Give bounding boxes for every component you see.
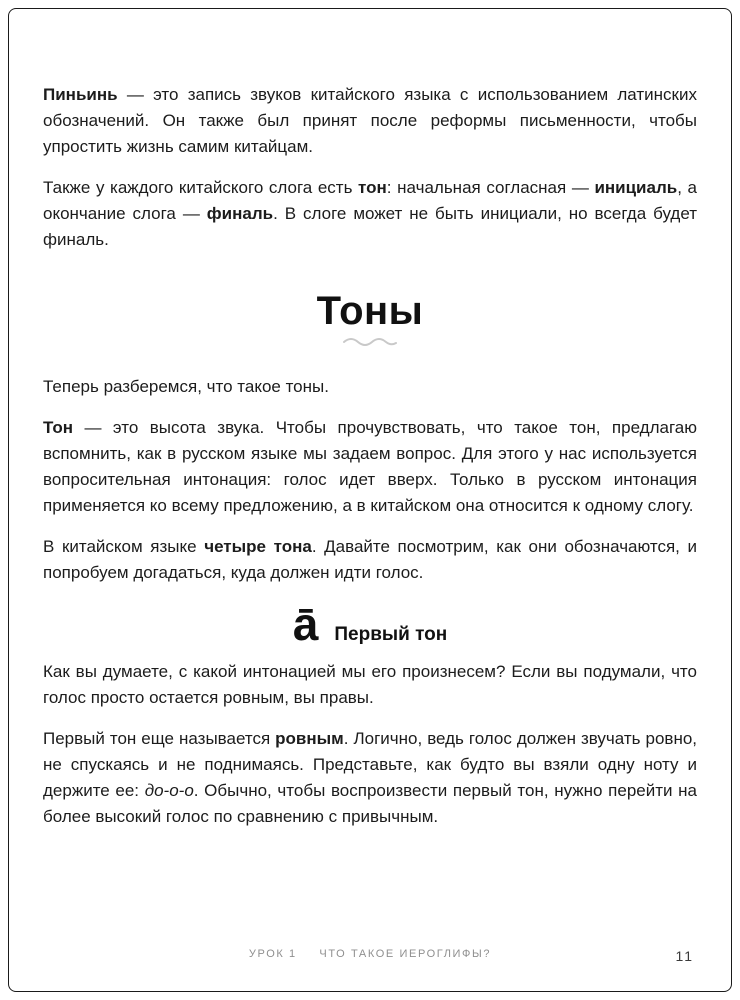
paragraph-tone-definition: Тон — это высота звука. Чтобы прочувствовать, что такое тон, предлагаю вспомнить, как в русском языке мы задаем вопрос. Для этого у нас используется вопросительная интонация: голос идет вверх. Только в русском интонация применяется ко всему предложению, а в китайском она относится к одному слогу. (43, 418, 697, 515)
footer-chapter-title: ЧТО ТАКОЕ ИЕРОГЛИФЫ? (319, 948, 492, 960)
paragraph-pinyin: Пиньинь — это запись звуков китайского языка с использованием латинских обозначений. Он также был принят после реформы письменности, чтобы упростить жизнь самим китайцам. (43, 85, 697, 156)
paragraph-even-tone: Первый тон еще называется ровным. Логично, ведь голос должен звучать ровно, не спускаясь и не поднимаясь. Представьте, как будто вы взяли одну ноту и держите ее: до-о-о. Обычно, чтобы воспроизвести первый тон, нужно перейти на более высокий голос по сравнению с привычным. (43, 729, 698, 826)
tone-mark-symbol: ā (292, 598, 319, 650)
first-tone-display (43, 598, 697, 650)
page-number: 11 (675, 948, 694, 964)
tone-label: Первый тон (334, 624, 448, 645)
wave-decoration-icon (43, 336, 697, 348)
section-heading: Тоны (316, 289, 424, 333)
paragraph-tone-initial-final: Также у каждого китайского слога есть тон: начальная согласная — инициаль, а окончание слога — финаль. В слоге может не быть инициали, но всегда будет финаль. (43, 178, 697, 249)
page-footer (0, 948, 740, 960)
paragraph-four-tones: В китайском языке четыре тона. Давайте посмотрим, как они обозначаются, и попробуем догадаться, куда должен идти голос. (43, 537, 698, 582)
footer-lesson-label: УРОК 1 (248, 948, 297, 960)
paragraph-intro-tones: Теперь разберемся, что такое тоны. (43, 377, 329, 396)
paragraph-guess-intonation: Как вы думаете, с какой интонацией мы его произнесем? Если вы подумали, что голос просто остается ровным, вы правы. (43, 662, 697, 707)
